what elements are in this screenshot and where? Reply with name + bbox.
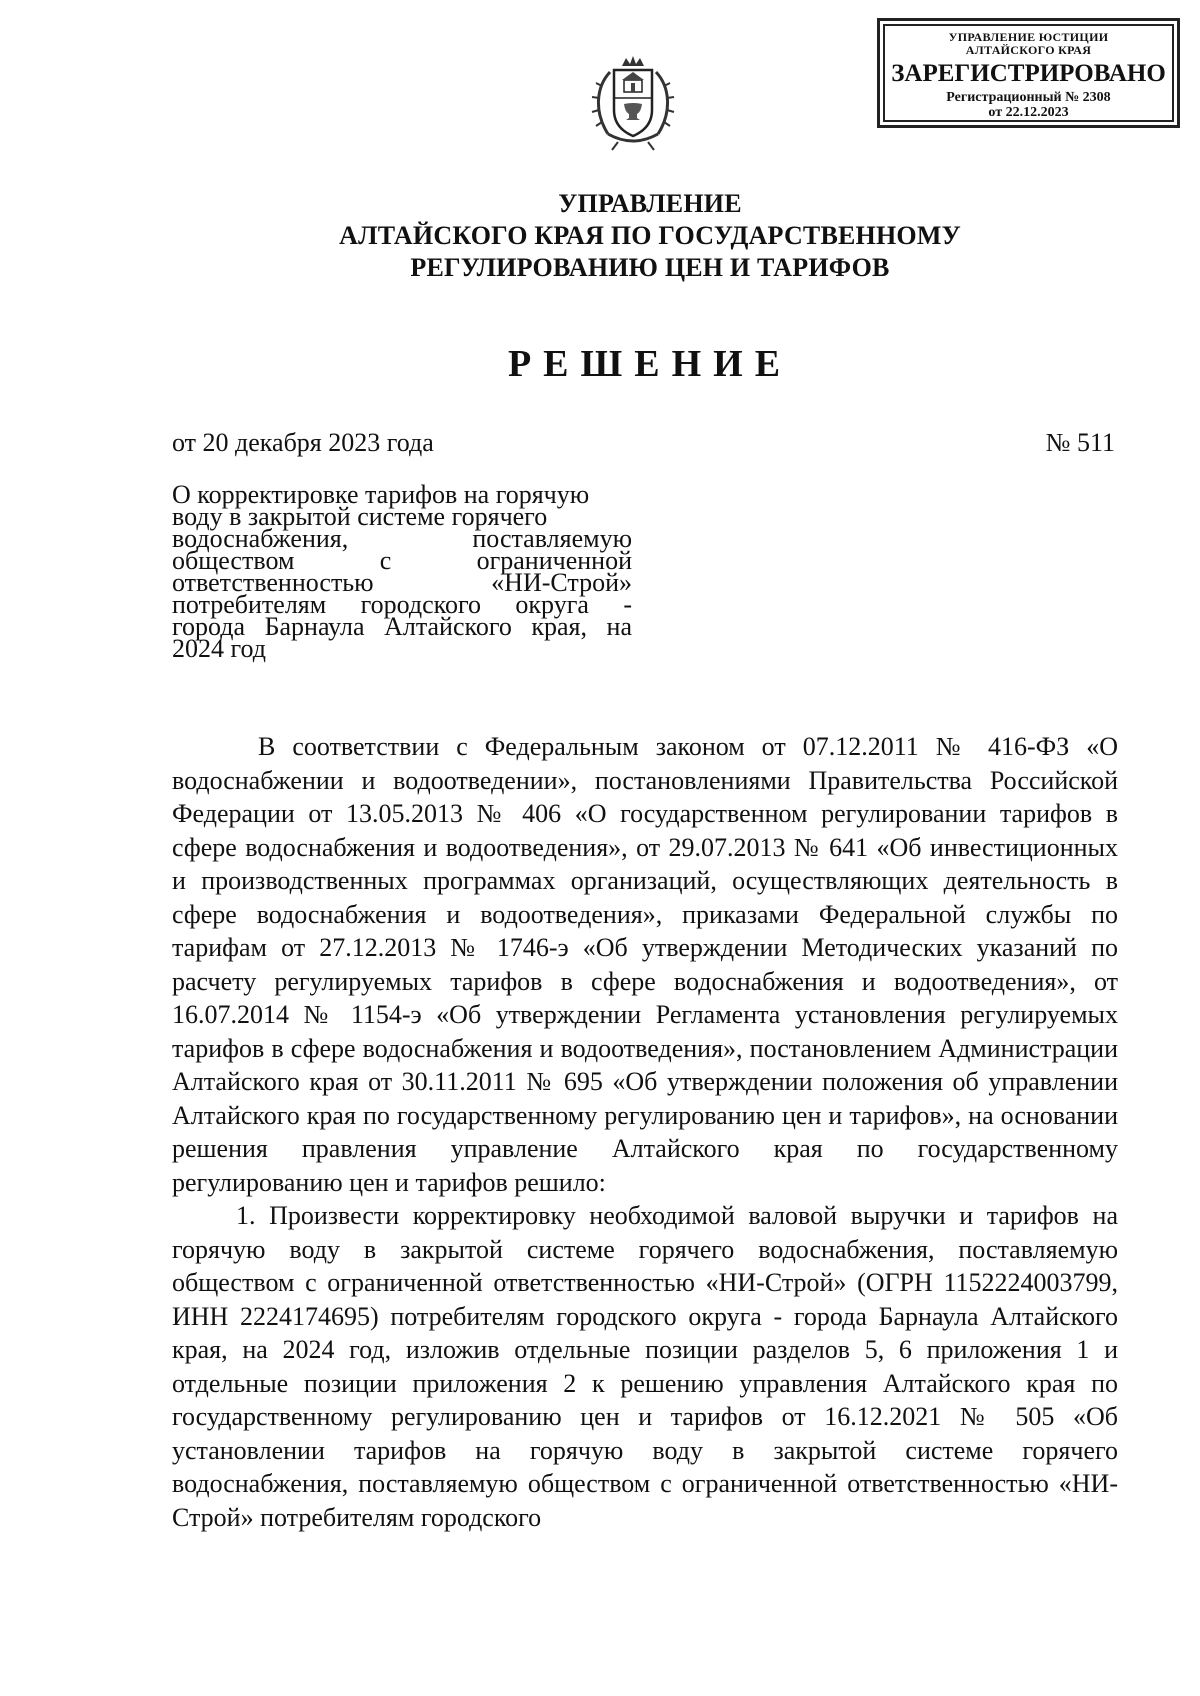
subject-line: 2024 год: [172, 634, 266, 663]
point-1-paragraph: 1. Произвести корректировку необходимой валовой выручки и тарифов на горячую воду в закрытой системе горячего водоснабжения, поставляемую обществом с ограниченной ответственностью «НИ-Строй» (ОГРН 1152224003799, ИНН 2224174695) потребителям городского округа - города Барнаула Алтайского края, на 2024 год, изложив отдельные позиции разделов 5, 6 приложения 1 и отдельные позиции приложения 2 к решению управления Алтайского края по государственному регулированию цен и тарифов от 16.12.2021 № 505 «Об установлении тарифов на горячую воду в закрытой системе горячего водоснабжения, поставляемую обществом с ограниченной ответственностью «НИ-Строй» потребителям городского: [172, 1201, 1118, 1532]
document-body: [172, 730, 1118, 1534]
subject-line: воду в закрытой системе горячего: [172, 502, 548, 531]
stamp-org-line1: УПРАВЛЕНИЕ ЮСТИЦИИ: [948, 30, 1109, 44]
agency-header: [200, 188, 1100, 284]
agency-line3: РЕГУЛИРОВАНИЮ ЦЕН И ТАРИФОВ: [410, 253, 890, 282]
document-date: от 20 декабря 2023 года: [172, 428, 434, 457]
stamp-title: ЗАРЕГИСТРИРОВАНО: [891, 60, 1166, 87]
subject-line: О корректировке тарифов на горячую: [172, 480, 590, 509]
registration-stamp: [877, 18, 1180, 128]
coat-of-arms-icon: [588, 52, 678, 154]
subject-line: обществом с ограниченной: [172, 546, 632, 575]
subject-line: водоснабжения, поставляемую: [172, 524, 632, 553]
document-subject: [172, 480, 632, 663]
stamp-org-line2: АЛТАЙСКОГО КРАЯ: [965, 43, 1092, 57]
subject-line: ответственностью «НИ-Строй»: [172, 568, 632, 597]
subject-line: города Барнаула Алтайского края, на: [172, 612, 632, 641]
registration-stamp-inner: [883, 24, 1174, 122]
document-title: РЕШЕНИЕ: [507, 343, 793, 385]
preamble-paragraph: В соответствии с Федеральным законом от 07.12.2011 № 416-ФЗ «О водоснабжении и водоотведении», постановлениями Правительства Российской Федерации от 13.05.2013 № 406 «О государственном регулировании тарифов в сфере водоснабжения и водоотведения», от 29.07.2013 № 641 «Об инвестиционных и производственных программах организаций, осуществляющих деятельность в сфере водоснабжения и водоотведения», приказами Федеральной службы по тарифам от 27.12.2013 № 1746-э «Об утверждении Методических указаний по расчету регулируемых тарифов в сфере водоснабжения и водоотведения», от 16.07.2014 № 1154-э «Об утверждении Регламента установления регулируемых тарифов в сфере водоснабжения и водоотведения», постановлением Администрации Алтайского края от 30.11.2011 № 695 «Об утверждении положения об управлении Алтайского края по государственному регулированию цен и тарифов», на основании решения правления управление Алтайского края по государственному регулированию цен и тарифов решило:: [172, 732, 1118, 1197]
agency-line1: УПРАВЛЕНИЕ: [558, 189, 742, 218]
document-number: № 511: [1045, 428, 1115, 457]
agency-line2: АЛТАЙСКОГО КРАЯ ПО ГОСУДАРСТВЕННОМУ: [339, 221, 961, 250]
stamp-reg-number: Регистрационный № 2308: [946, 90, 1111, 105]
stamp-reg-date: от 22.12.2023: [988, 105, 1069, 120]
subject-line: потребителям городского округа -: [172, 590, 632, 619]
